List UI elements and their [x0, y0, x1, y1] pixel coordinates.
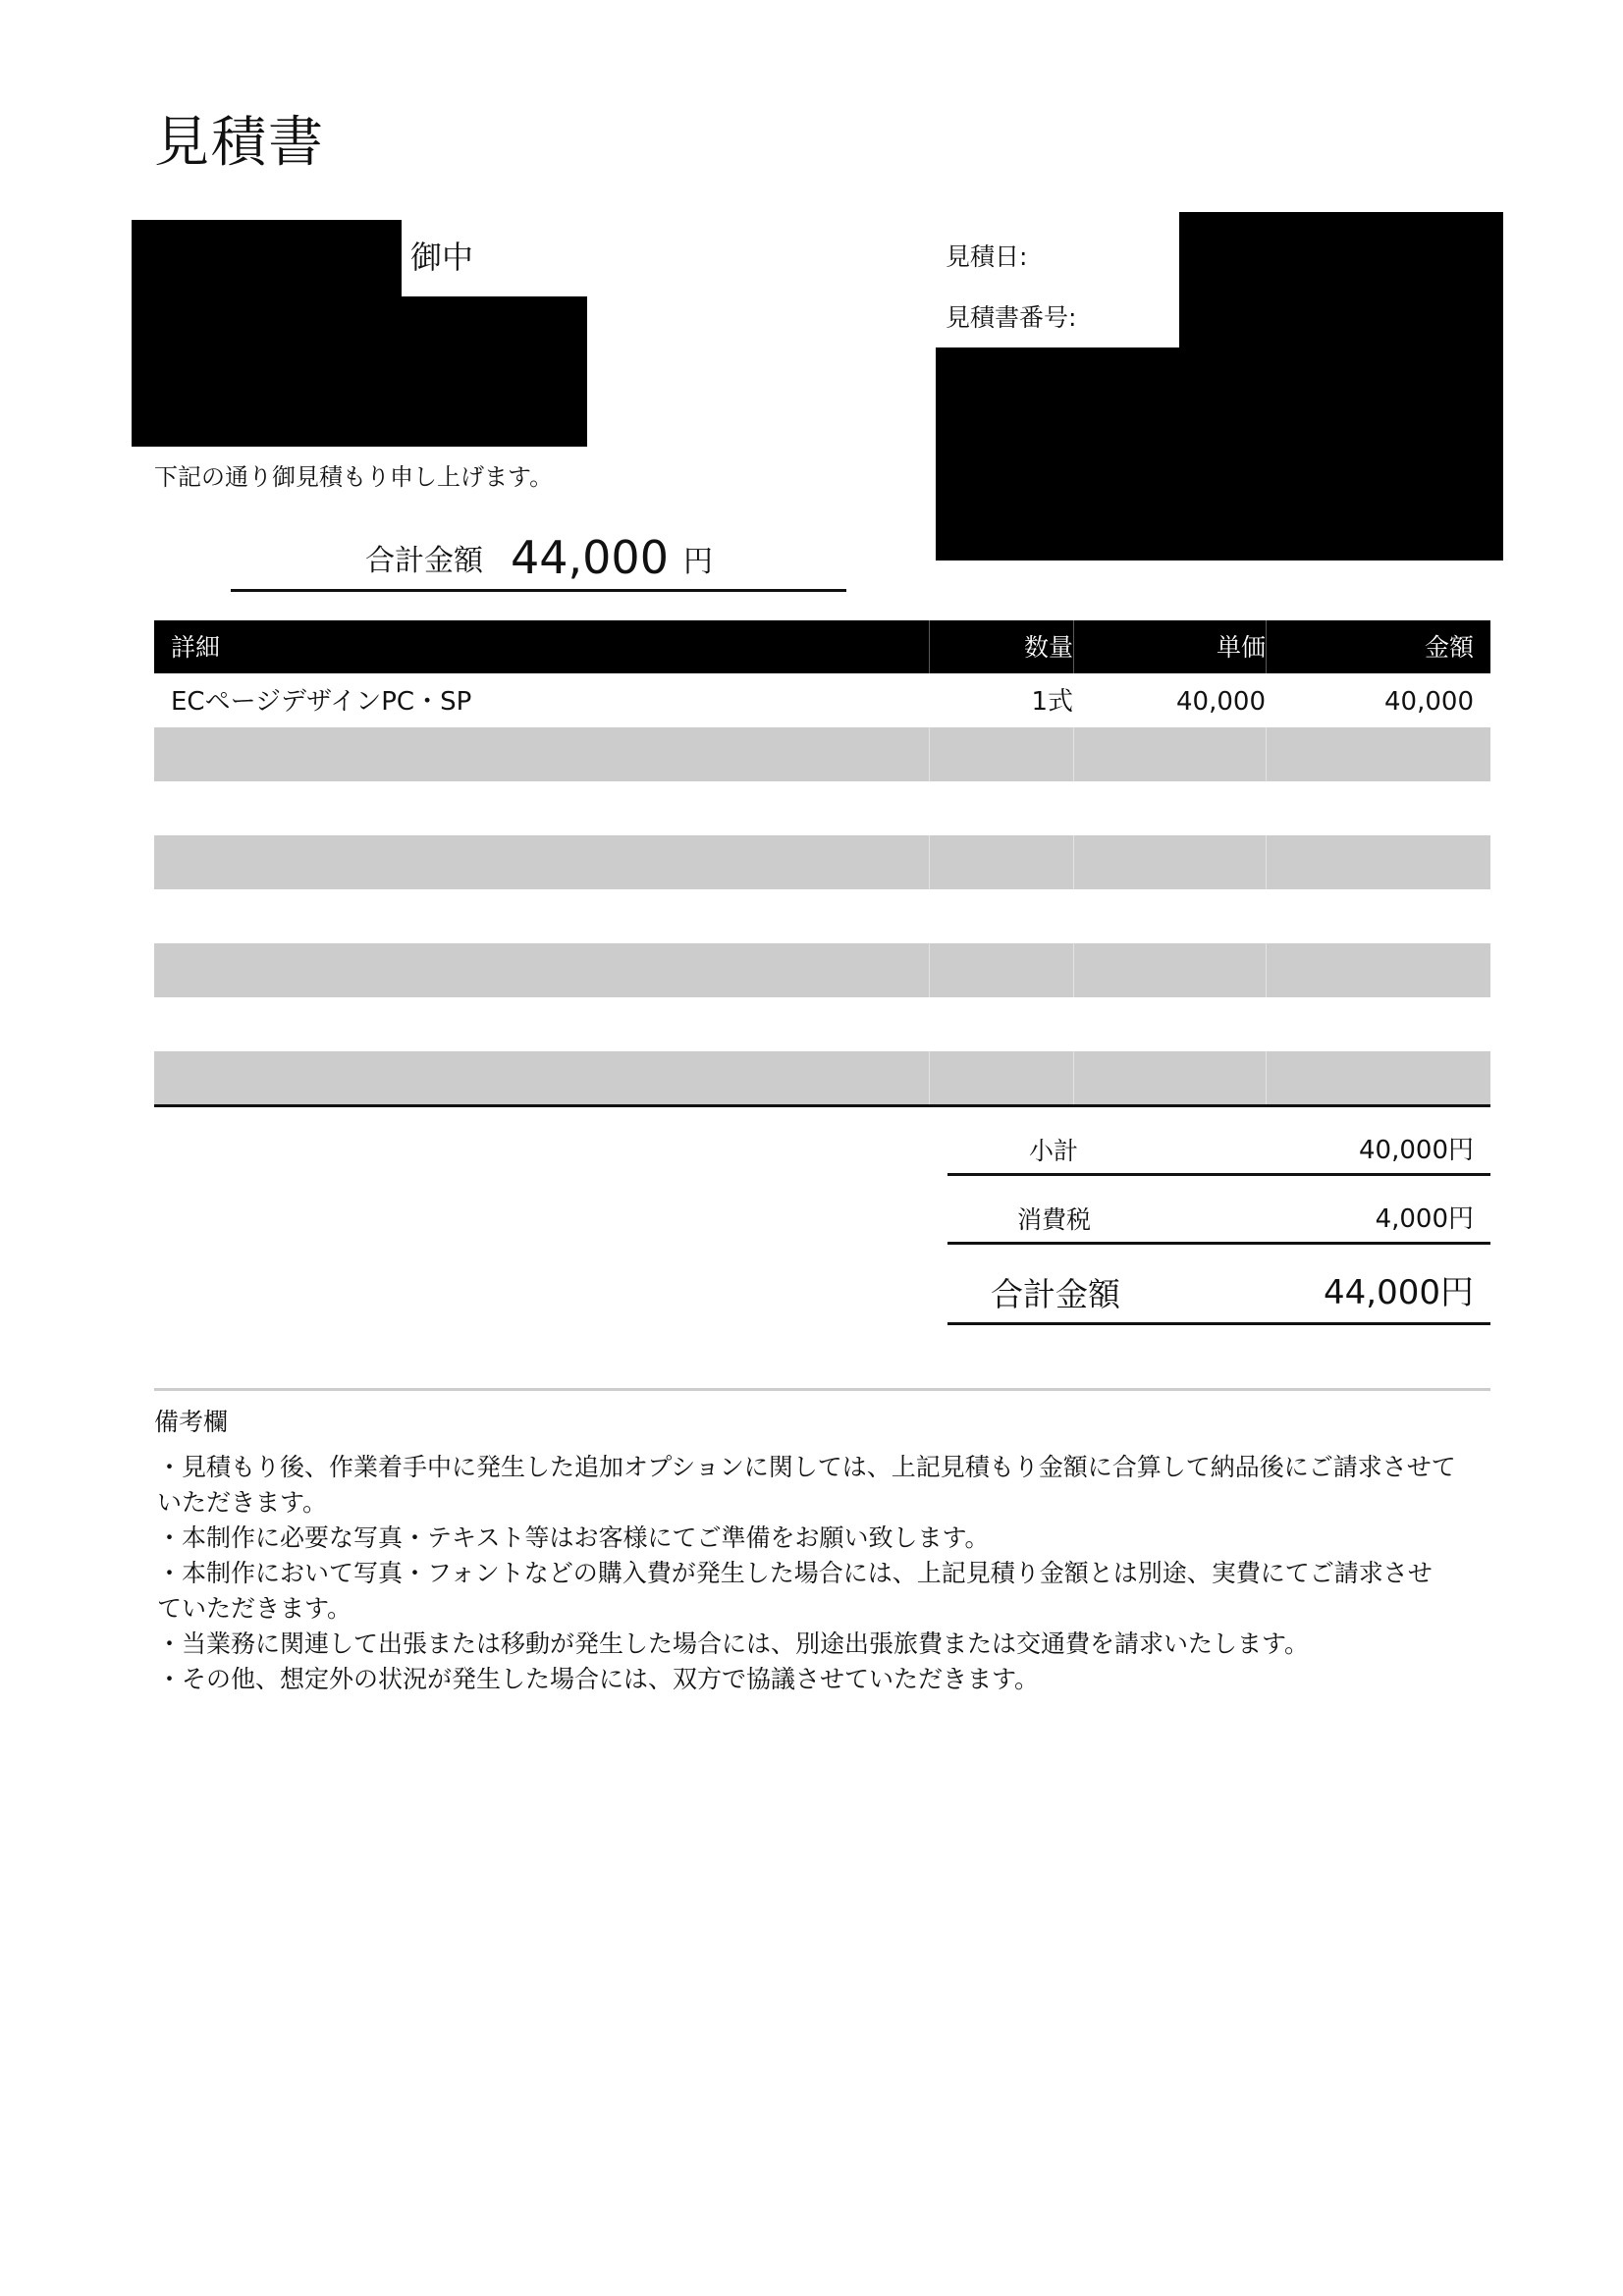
table-header: [154, 620, 1490, 673]
redacted-meta-values: [1179, 212, 1503, 349]
table-row: [154, 727, 1490, 781]
remarks-title: 備考欄: [154, 1408, 229, 1436]
table-row: [154, 943, 1490, 997]
remarks-line: いただきます。: [157, 1488, 328, 1517]
tax-label: 消費税: [1017, 1205, 1092, 1234]
remarks-list: [157, 1450, 1497, 1697]
cell-amount: 40,000: [1384, 687, 1474, 717]
items-table: [154, 620, 1490, 1105]
header-qty: 数量: [1023, 633, 1073, 662]
header-unit-price: 単価: [1216, 633, 1266, 662]
subtotal-rule: [947, 1173, 1490, 1176]
cell-unit-price: 40,000: [1176, 687, 1266, 717]
table-row: [154, 673, 1490, 727]
subtotal-label: 小計: [1029, 1137, 1079, 1165]
remarks-line: ・本制作において写真・フォントなどの購入費が発生した場合には、上記見積り金額とは別途、実費にてご請求させ: [157, 1559, 1433, 1587]
header-amount: 金額: [1424, 633, 1474, 662]
table-row: [154, 1051, 1490, 1105]
table-row: [154, 835, 1490, 889]
headline-total-underline: [231, 589, 846, 592]
subtotal-value: 40,000円: [1359, 1136, 1474, 1165]
table-row: [154, 997, 1490, 1051]
remarks-line: ていただきます。: [157, 1594, 352, 1623]
tax-value: 4,000円: [1375, 1204, 1474, 1234]
remarks-divider: [154, 1388, 1490, 1391]
grand-total-label: 合計金額: [991, 1275, 1120, 1313]
headline-total-amount: 44,000: [511, 531, 669, 584]
cell-qty: 1式: [1031, 687, 1073, 717]
remarks-line: ・その他、想定外の状況が発生した場合には、双方で協議させていただきます。: [157, 1665, 1040, 1693]
remarks-line: ・当業務に関連して出張または移動が発生した場合には、別途出張旅費または交通費を請求いたします。: [157, 1629, 1310, 1658]
table-row: [154, 889, 1490, 943]
grand-total-rule: [947, 1322, 1490, 1325]
remarks-line: ・見積もり後、作業着手中に発生した追加オプションに関しては、上記見積もり金額に合算して納品後にご請求させて: [157, 1453, 1456, 1481]
cell-detail: ECページデザインPC・SP: [171, 687, 472, 717]
document-title: 見積書: [154, 111, 325, 175]
table-row: [154, 781, 1490, 835]
grand-total-value: 44,000円: [1324, 1273, 1474, 1312]
client-honorific: 御中: [410, 239, 474, 276]
estimate-number-label: 見積書番号:: [946, 303, 1077, 332]
redacted-client-name: [132, 220, 402, 302]
table-bottom-rule: [154, 1104, 1490, 1107]
remarks-line: ・本制作に必要な写真・テキスト等はお客様にてご準備をお願い致します。: [157, 1523, 990, 1552]
tax-rule: [947, 1242, 1490, 1245]
redacted-issuer-info: [936, 347, 1503, 561]
headline-total-unit: 円: [683, 545, 713, 579]
headline-total-label: 合計金額: [365, 544, 483, 578]
redacted-client-address: [132, 296, 587, 447]
estimate-date-label: 見積日:: [946, 242, 1028, 271]
header-detail: 詳細: [171, 633, 221, 662]
lead-text: 下記の通り御見積もり申し上げます。: [154, 463, 554, 491]
